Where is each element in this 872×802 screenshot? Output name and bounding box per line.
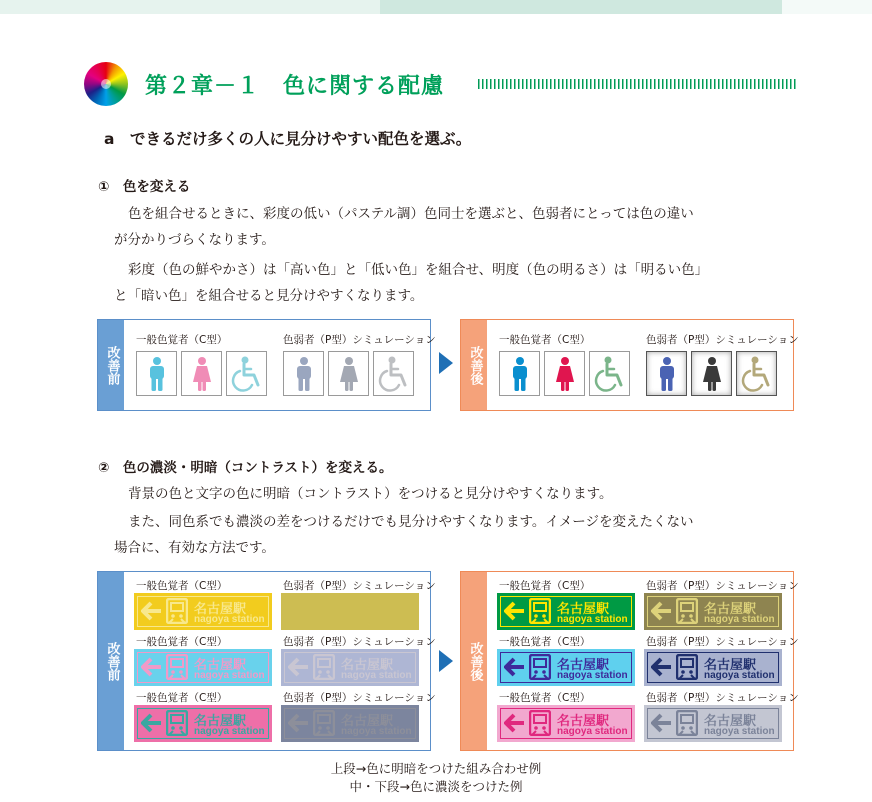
sign-station-en: nagoya station — [704, 726, 775, 737]
sign-station-jp: 名古屋駅 — [557, 658, 610, 673]
train-icon — [166, 654, 188, 680]
part1-line-3: 彩度（色の鮮やかさ）は「高い色」と「低い色」を組合せ、明度（色の明るさ）は「明るい色」 — [128, 262, 709, 278]
arrow-left-icon — [141, 712, 163, 734]
sign-station-jp: 名古屋駅 — [194, 714, 247, 729]
icons-before-panel — [97, 319, 436, 411]
train-icon — [166, 598, 188, 624]
label-p-type: 色弱者（P型）シミュレーション — [646, 334, 799, 346]
sign-station-jp: 名古屋駅 — [341, 658, 394, 673]
arrow-right-icon — [439, 352, 453, 374]
woman-icon-box — [328, 351, 369, 396]
station-sign — [497, 593, 635, 630]
label-c-type: 一般色覚者（C型） — [136, 334, 228, 346]
sign-station-jp: 名古屋駅 — [341, 714, 394, 729]
man-icon — [650, 355, 684, 393]
woman-icon — [695, 355, 729, 393]
part2-heading: ② 色の濃淡・明暗（コントラスト）を変える。 — [98, 460, 393, 476]
label-c-type: 一般色覚者（C型） — [499, 334, 591, 346]
wheelchair-icon — [230, 355, 264, 393]
label-p-type: 色弱者（P型）シミュレーション — [646, 580, 799, 592]
arrow-left-icon — [141, 656, 163, 678]
part1-line-2: が分かりづらくなります。 — [114, 232, 275, 248]
signs-before-panel — [97, 571, 436, 751]
sign-station-en: nagoya station — [341, 726, 412, 737]
woman-icon-box — [691, 351, 732, 396]
part1-line-4: と「暗い色」を組合せると見分けやすくなります。 — [114, 288, 424, 304]
sign-station-en: nagoya station — [704, 670, 775, 681]
after-tag — [461, 572, 487, 750]
before-tag — [98, 572, 124, 750]
sign-station-en: nagoya station — [557, 614, 628, 625]
station-sign — [281, 649, 419, 686]
sign-station-jp: 名古屋駅 — [704, 714, 757, 729]
arrow-left-icon — [651, 656, 673, 678]
man-icon — [287, 355, 321, 393]
wheelchair-icon-box — [589, 351, 630, 396]
sign-station-jp: 名古屋駅 — [194, 658, 247, 673]
man-icon — [140, 355, 174, 393]
station-sign — [644, 593, 782, 630]
icons-after-panel — [460, 319, 799, 411]
top-band — [0, 0, 872, 14]
arrow-left-icon — [651, 712, 673, 734]
caption-line-1: 上段→色に明暗をつけた組み合わせ例 — [330, 761, 542, 776]
label-c-type: 一般色覚者（C型） — [499, 636, 591, 648]
arrow-left-icon — [288, 656, 310, 678]
station-sign — [497, 649, 635, 686]
station-sign — [134, 593, 272, 630]
man-icon-box — [499, 351, 540, 396]
woman-icon — [185, 355, 219, 393]
label-p-type: 色弱者（P型）シミュレーション — [283, 692, 436, 704]
chapter-rule — [478, 79, 796, 89]
woman-icon — [332, 355, 366, 393]
sign-station-jp: 名古屋駅 — [194, 602, 247, 617]
sign-station-en: nagoya station — [557, 726, 628, 737]
woman-icon-box — [181, 351, 222, 396]
wheelchair-icon-box — [736, 351, 777, 396]
part2-line-2: また、同色系でも濃淡の差をつけるだけでも見分けやすくなります。イメージを変えたくない — [128, 514, 694, 530]
train-icon — [313, 654, 335, 680]
station-sign — [134, 649, 272, 686]
arrow-left-icon — [288, 712, 310, 734]
train-icon — [529, 710, 551, 736]
woman-icon-box — [544, 351, 585, 396]
woman-icon — [548, 355, 582, 393]
sign-station-jp: 名古屋駅 — [557, 714, 610, 729]
sign-station-en: nagoya station — [704, 614, 775, 625]
arrow-right-icon — [439, 650, 453, 672]
wheelchair-icon — [593, 355, 627, 393]
station-sign — [644, 705, 782, 742]
wheelchair-icon — [740, 355, 774, 393]
label-c-type: 一般色覚者（C型） — [499, 580, 591, 592]
label-p-type: 色弱者（P型）シミュレーション — [646, 692, 799, 704]
arrow-left-icon — [651, 600, 673, 622]
color-wheel-icon — [84, 62, 128, 106]
station-sign — [644, 649, 782, 686]
sign-station-jp: 名古屋駅 — [704, 658, 757, 673]
sign-station-en: nagoya station — [557, 670, 628, 681]
label-p-type: 色弱者（P型）シミュレーション — [283, 334, 436, 346]
arrow-left-icon — [504, 712, 526, 734]
after-tag — [461, 320, 487, 410]
label-p-type: 色弱者（P型）シミュレーション — [646, 636, 799, 648]
train-icon — [676, 710, 698, 736]
tag-label: 改善前 — [104, 641, 120, 681]
train-icon — [676, 598, 698, 624]
sign-station-en: nagoya station — [194, 726, 265, 737]
wheelchair-icon — [377, 355, 411, 393]
man-icon-box — [136, 351, 177, 396]
part1-line-1: 色を組合せるときに、彩度の低い（パステル調）色同士を選ぶと、色弱者にとっては色の違い — [128, 206, 694, 222]
train-icon — [529, 654, 551, 680]
sign-station-en: nagoya station — [194, 614, 265, 625]
train-icon — [529, 598, 551, 624]
wheelchair-icon-box — [373, 351, 414, 396]
sign-station-en: nagoya station — [194, 670, 265, 681]
part2-line-3: 場合に、有効な方法です。 — [114, 540, 275, 556]
man-icon-box — [283, 351, 324, 396]
sign-station-en: nagoya station — [341, 670, 412, 681]
sign-station-jp: 名古屋駅 — [704, 602, 757, 617]
label-c-type: 一般色覚者（C型） — [136, 580, 228, 592]
tag-label: 改善後 — [467, 641, 483, 681]
arrow-left-icon — [504, 600, 526, 622]
tag-label: 改善前 — [104, 345, 120, 385]
label-c-type: 一般色覚者（C型） — [136, 636, 228, 648]
station-sign — [281, 593, 419, 630]
signs-after-panel — [460, 571, 799, 751]
wheelchair-icon-box — [226, 351, 267, 396]
station-sign — [497, 705, 635, 742]
sign-station-jp: 名古屋駅 — [557, 602, 610, 617]
part2-line-1: 背景の色と文字の色に明暗（コントラスト）をつけると見分けやすくなります。 — [128, 486, 613, 502]
label-p-type: 色弱者（P型）シミュレーション — [283, 580, 436, 592]
train-icon — [313, 710, 335, 736]
part1-heading: ① 色を変える — [98, 179, 191, 195]
tag-label: 改善後 — [467, 345, 483, 385]
station-sign — [281, 705, 419, 742]
man-icon-box — [646, 351, 687, 396]
train-icon — [166, 710, 188, 736]
station-sign — [134, 705, 272, 742]
arrow-left-icon — [141, 600, 163, 622]
caption-line-2: 中・下段→色に濃淡をつけた例 — [349, 779, 523, 794]
before-tag — [98, 320, 124, 410]
label-c-type: 一般色覚者（C型） — [499, 692, 591, 704]
man-icon — [503, 355, 537, 393]
section-title: a できるだけ多くの人に見分けやすい配色を選ぶ。 — [104, 130, 472, 148]
label-c-type: 一般色覚者（C型） — [136, 692, 228, 704]
train-icon — [676, 654, 698, 680]
chapter-title: 第２章－１ 色に関する配慮 — [145, 74, 445, 99]
label-p-type: 色弱者（P型）シミュレーション — [283, 636, 436, 648]
arrow-left-icon — [504, 656, 526, 678]
